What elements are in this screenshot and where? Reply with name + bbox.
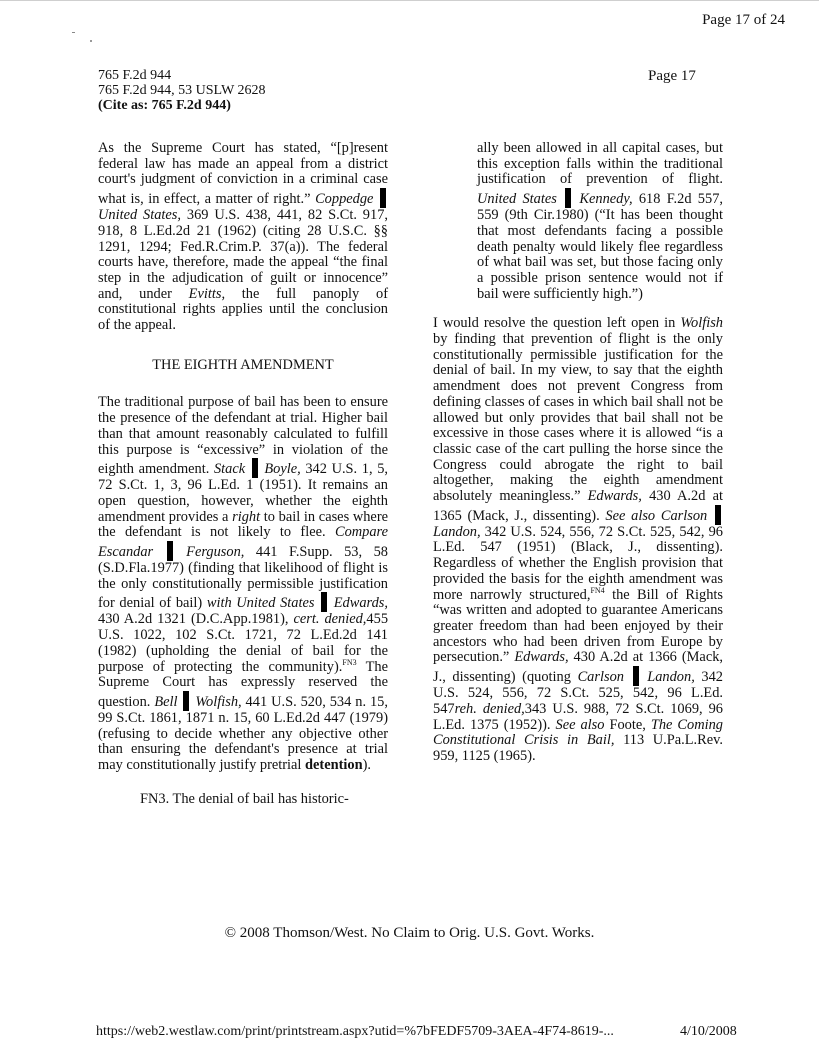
separator-mark — [633, 666, 639, 686]
cite-as: (Cite as: 765 F.2d 944) — [98, 98, 231, 113]
separator-mark — [321, 592, 327, 612]
footnote-ref[interactable]: FN4 — [590, 585, 605, 595]
case-name: Carlson — [577, 669, 624, 686]
page-top-edge — [0, 0, 819, 1]
case-name: Coppedge — [315, 191, 374, 208]
case-name: Boyle, — [264, 461, 301, 478]
case-name: reh. denied, — [454, 700, 525, 717]
case-name: Landon, — [647, 669, 695, 686]
scan-mark — [90, 40, 92, 42]
cite-line: 765 F.2d 944, 53 USLW 2628 — [98, 83, 266, 98]
case-name: cert. denied, — [293, 611, 367, 628]
footnote-text: ally been allowed in all capital cases, but this exception falls within the traditional justification of prevention of flight. United States Kennedy, 618 F.2d 557, 559 (9th Cir.1980) (“It has been thought that most defendants facing a possible death penalty would likely flee regardless of what bail was set, but those facing only a possible prison sentence would not if bail were sufficiently high.”) — [477, 140, 723, 302]
separator-mark — [715, 505, 721, 525]
case-name: See also — [555, 716, 605, 733]
separator-mark — [252, 458, 258, 478]
case-name: Bell — [154, 693, 178, 710]
cite-line: 765 F.2d 944 — [98, 68, 172, 83]
separator-mark — [565, 188, 571, 208]
case-name: Edwards, — [333, 595, 388, 612]
case-name: Kennedy, — [579, 191, 633, 208]
footnote-text: FN3. The denial of bail has historic- — [140, 790, 349, 807]
left-column — [98, 141, 388, 808]
case-name: Edwards, — [514, 649, 569, 666]
paragraph: The traditional purpose of bail has been to ensure the presence of the defendant at trial. Higher bail than that amount reasonably calculated to fulfill this purpose is “excessive” in violation of the eighth amendment. Stack Boyle, 342 U.S. 1, 5, 72 S.Ct. 1, 3, 96 L.Ed. 1 (1951). It remains an open question, however, whether the eighth amendment provides a right to bail in cases where the defendant is not likely to flee. Compare Escandar Ferguson, 441 F.Supp. 53, 58 (S.D.Fla.1977) (finding that likelihood of flight is the only constitutionally permissible justification for denial of bail) with United States Edwards, 430 A.2d 1321 (D.C.App.1981), cert. denied,455 U.S. 1022, 102 S.Ct. 1721, 72 L.Ed.2d 141 (1982) (upholding the denial of bail for the purpose of protecting the community).$^{FN3}$ The Supreme Court has expressly reserved the question. Bell Wolfish, 441 U.S. 520, 534 n. 15, 99 S.Ct. 1861, 1871 n. 15, 60 L.Ed.2d 447 (1979) (refusing to decide whether any objective other than ensuring the defendant's presence at trial may constitutionally justify pretrial detention). — [98, 394, 389, 774]
footnote-ref[interactable]: FN3 — [342, 657, 357, 667]
right-column — [433, 141, 723, 765]
page-counter: Page 17 of 24 — [702, 12, 785, 28]
case-name: Ferguson, — [186, 544, 245, 561]
case-name: Wolfish, — [195, 693, 242, 710]
case-name: Edwards, — [587, 488, 642, 505]
case-name: Landon, — [433, 523, 481, 540]
separator-mark — [183, 691, 189, 711]
print-date: 4/10/2008 — [680, 1024, 737, 1039]
case-name: United States, — [98, 207, 182, 224]
paragraph: I would resolve the question left open in Wolfish by finding that prevention of flight is the only constitutionally permissible justification for the denial of bail. In my view, to say that the eighth amendment does not prevent Congress from defining classes of cases in which bail shall not be allowed but only provides that bail shall not be excessive in those cases where it is allowed “is a classic case of the cart pulling the horse since the Congress could abrogate the right to bail altogether, making the eighth amendment absolutely meaningless.” Edwards, 430 A.2d at 1365 (Mack, J., dissenting). See also Carlson Landon, 342 U.S. 524, 556, 72 S.Ct. 525, 542, 96 L.Ed. 547 (1951) (Black, J., dissenting). Regardless of whether the English provision that provided the basis for the eighth amendment was more narrowly structured,$^{FN4}$ the Bill of Rights “was written and adopted to guarantee Americans greater freedom than had been enjoyed by their ancestors who had been driven from Europe by persecution.” Edwards, 430 A.2d at 1366 (Mack, J., dissenting) (quoting Carlson Landon, 342 U.S. 524, 556, 72 S.Ct. 525, 542, 96 L.Ed. 547reh. denied,343 U.S. 988, 72 S.Ct. 1069, 96 L.Ed. 1375 (1952)). See also Foote, The Coming Constitutional Crisis in Bail, 113 U.Pa.L.Rev. 959, 1125 (1965). — [433, 315, 724, 764]
scan-mark — [72, 32, 75, 33]
highlighted-term: detention — [305, 757, 363, 774]
separator-mark — [167, 541, 173, 561]
paragraph: As the Supreme Court has stated, “[p]resent federal law has made an appeal from a district court's judgment of conviction in a criminal case what is, in effect, a matter of right.” Coppedge United States, 369 U.S. 438, 441, 82 S.Ct. 917, 918, 8 L.Ed.2d 21 (1962) (citing 28 U.S.C. §§ 1291, 1294; Fed.R.Crim.P. 37(a)). The federal courts have, therefore, made the appeal “the final step in the adjudication of guilt or innocence” and, under Evitts, the full panoply of constitutional rights applies until the conclusion of the appeal. — [98, 140, 388, 334]
case-name: Compare Escandar — [98, 524, 388, 561]
case-name: with United States — [206, 595, 315, 612]
page-number: Page 17 — [648, 68, 696, 84]
case-name: Stack — [213, 461, 246, 478]
case-name: Evitts, — [188, 285, 226, 302]
citation-header — [98, 68, 266, 113]
case-name: United States — [477, 191, 557, 208]
case-name: See also Carlson — [605, 507, 708, 524]
print-url: https://web2.westlaw.com/print/printstream.aspx?utid=%7bFEDF5709-3AEA-4F74-8619-... — [96, 1024, 614, 1039]
article-title: The Coming Constitutional Crisis in Bail, — [433, 716, 723, 749]
separator-mark — [380, 188, 386, 208]
emphasis: right — [232, 508, 261, 525]
case-name: Wolfish — [680, 315, 723, 332]
copyright-notice: © 2008 Thomson/West. No Claim to Orig. U.S. Govt. Works. — [224, 925, 595, 941]
section-heading: THE EIGHTH AMENDMENT — [152, 356, 334, 373]
